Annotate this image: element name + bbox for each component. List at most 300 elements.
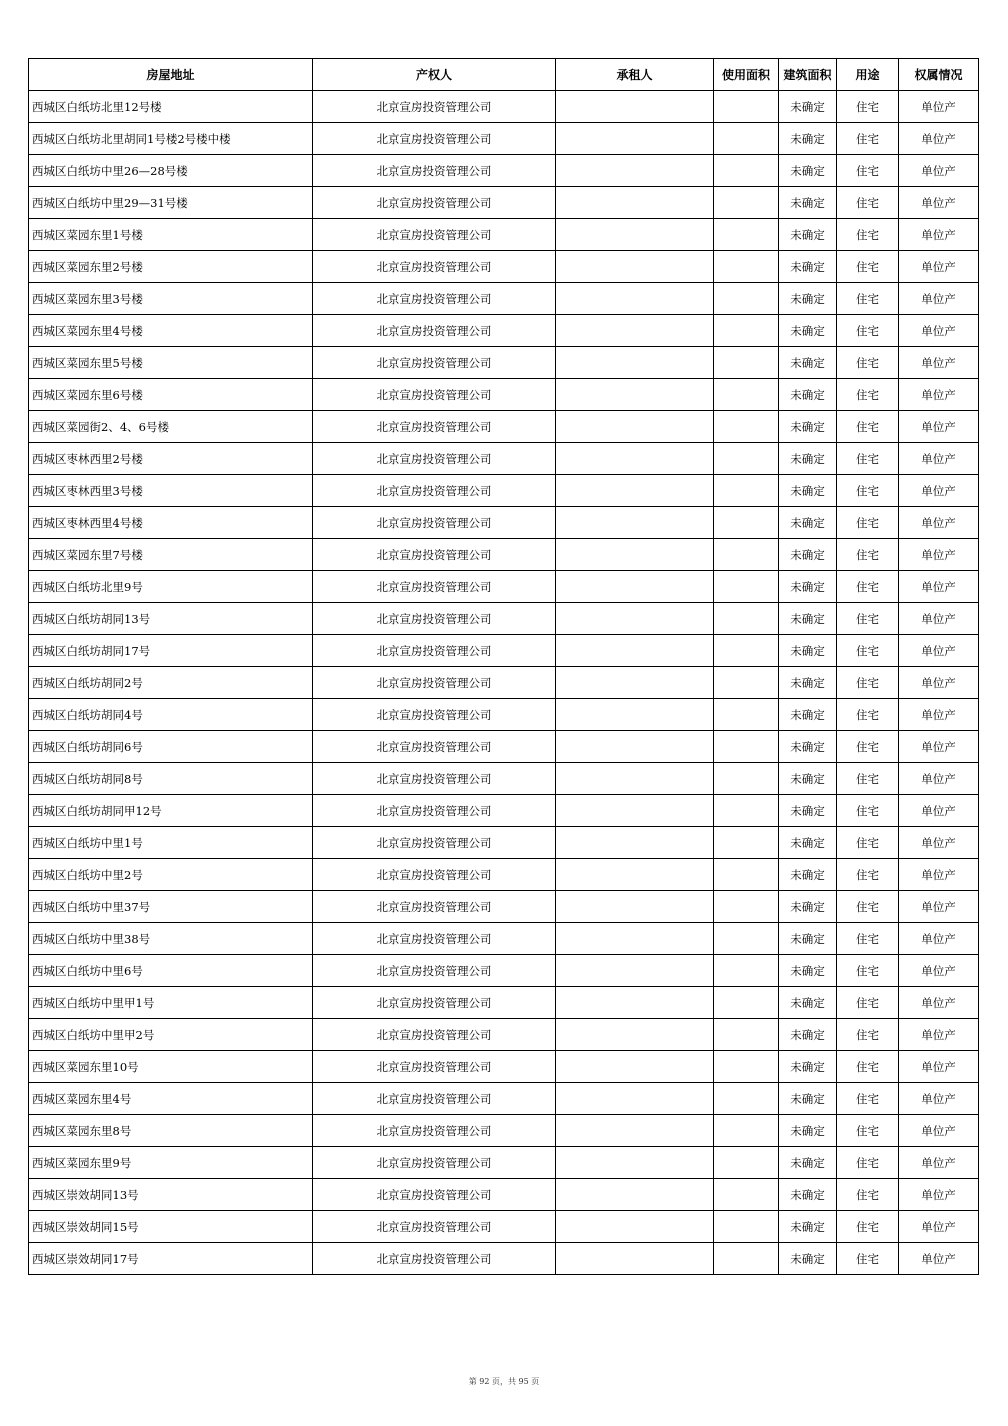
usage-cell: 住宅 [837,891,899,923]
usage-cell: 住宅 [837,347,899,379]
usable-area-cell [714,1147,779,1179]
tenant-cell [556,1211,714,1243]
owner-cell: 北京宣房投资管理公司 [313,1019,556,1051]
owner-cell: 北京宣房投资管理公司 [313,315,556,347]
address-cell: 西城区崇效胡同15号 [29,1211,313,1243]
tenant-cell [556,1243,714,1275]
usage-cell: 住宅 [837,411,899,443]
usage-cell: 住宅 [837,795,899,827]
owner-cell: 北京宣房投资管理公司 [313,731,556,763]
usable-area-cell [714,731,779,763]
address-cell: 西城区白纸坊胡同8号 [29,763,313,795]
table-row [29,187,979,219]
building-area-cell: 未确定 [779,859,837,891]
tenant-cell [556,571,714,603]
building-area-cell: 未确定 [779,795,837,827]
header-ownership: 权属情况 [899,59,979,91]
usable-area-cell [714,571,779,603]
building-area-cell: 未确定 [779,1115,837,1147]
owner-cell: 北京宣房投资管理公司 [313,1243,556,1275]
building-area-cell: 未确定 [779,187,837,219]
usage-cell: 住宅 [837,1115,899,1147]
tenant-cell [556,827,714,859]
usable-area-cell [714,603,779,635]
table-row [29,635,979,667]
usable-area-cell [714,219,779,251]
usage-cell: 住宅 [837,91,899,123]
usable-area-cell [714,987,779,1019]
usable-area-cell [714,91,779,123]
building-area-cell: 未确定 [779,635,837,667]
ownership-cell: 单位产 [899,475,979,507]
owner-cell: 北京宣房投资管理公司 [313,795,556,827]
table-row [29,315,979,347]
usage-cell: 住宅 [837,283,899,315]
tenant-cell [556,91,714,123]
table-row [29,155,979,187]
building-area-cell: 未确定 [779,923,837,955]
table-row [29,1019,979,1051]
address-cell: 西城区白纸坊北里9号 [29,571,313,603]
owner-cell: 北京宣房投资管理公司 [313,699,556,731]
owner-cell: 北京宣房投资管理公司 [313,1179,556,1211]
address-cell: 西城区菜园东里6号楼 [29,379,313,411]
owner-cell: 北京宣房投资管理公司 [313,283,556,315]
table-row [29,1115,979,1147]
usage-cell: 住宅 [837,827,899,859]
table-row [29,283,979,315]
header-usage: 用途 [837,59,899,91]
table-row [29,411,979,443]
usable-area-cell [714,1211,779,1243]
tenant-cell [556,123,714,155]
table-header-row [29,59,979,91]
ownership-cell: 单位产 [899,1211,979,1243]
building-area-cell: 未确定 [779,379,837,411]
usage-cell: 住宅 [837,1211,899,1243]
tenant-cell [556,507,714,539]
owner-cell: 北京宣房投资管理公司 [313,667,556,699]
table-row [29,859,979,891]
building-area-cell: 未确定 [779,1179,837,1211]
building-area-cell: 未确定 [779,123,837,155]
usage-cell: 住宅 [837,1083,899,1115]
ownership-cell: 单位产 [899,955,979,987]
building-area-cell: 未确定 [779,411,837,443]
usable-area-cell [714,891,779,923]
usable-area-cell [714,347,779,379]
owner-cell: 北京宣房投资管理公司 [313,1147,556,1179]
ownership-cell: 单位产 [899,731,979,763]
address-cell: 西城区白纸坊中里38号 [29,923,313,955]
usage-cell: 住宅 [837,443,899,475]
usage-cell: 住宅 [837,955,899,987]
tenant-cell [556,731,714,763]
usage-cell: 住宅 [837,1179,899,1211]
owner-cell: 北京宣房投资管理公司 [313,1211,556,1243]
address-cell: 西城区菜园东里1号楼 [29,219,313,251]
address-cell: 西城区菜园东里5号楼 [29,347,313,379]
address-cell: 西城区崇效胡同17号 [29,1243,313,1275]
address-cell: 西城区枣林西里2号楼 [29,443,313,475]
owner-cell: 北京宣房投资管理公司 [313,827,556,859]
usable-area-cell [714,1115,779,1147]
tenant-cell [556,251,714,283]
address-cell: 西城区菜园东里4号 [29,1083,313,1115]
building-area-cell: 未确定 [779,219,837,251]
ownership-cell: 单位产 [899,123,979,155]
usable-area-cell [714,667,779,699]
ownership-cell: 单位产 [899,155,979,187]
tenant-cell [556,859,714,891]
address-cell: 西城区白纸坊中里1号 [29,827,313,859]
ownership-cell: 单位产 [899,859,979,891]
building-area-cell: 未确定 [779,91,837,123]
usable-area-cell [714,1019,779,1051]
tenant-cell [556,891,714,923]
ownership-cell: 单位产 [899,219,979,251]
ownership-cell: 单位产 [899,379,979,411]
ownership-cell: 单位产 [899,443,979,475]
owner-cell: 北京宣房投资管理公司 [313,1115,556,1147]
tenant-cell [556,155,714,187]
usage-cell: 住宅 [837,475,899,507]
usable-area-cell [714,635,779,667]
owner-cell: 北京宣房投资管理公司 [313,763,556,795]
ownership-cell: 单位产 [899,1147,979,1179]
table-row [29,123,979,155]
usage-cell: 住宅 [837,539,899,571]
address-cell: 西城区菜园东里4号楼 [29,315,313,347]
tenant-cell [556,1179,714,1211]
usage-cell: 住宅 [837,1051,899,1083]
table-row [29,987,979,1019]
owner-cell: 北京宣房投资管理公司 [313,507,556,539]
owner-cell: 北京宣房投资管理公司 [313,955,556,987]
owner-cell: 北京宣房投资管理公司 [313,1051,556,1083]
header-address: 房屋地址 [29,59,313,91]
ownership-cell: 单位产 [899,795,979,827]
building-area-cell: 未确定 [779,827,837,859]
usage-cell: 住宅 [837,315,899,347]
usage-cell: 住宅 [837,1147,899,1179]
table-row [29,251,979,283]
usable-area-cell [714,443,779,475]
tenant-cell [556,763,714,795]
usage-cell: 住宅 [837,379,899,411]
usable-area-cell [714,827,779,859]
ownership-cell: 单位产 [899,283,979,315]
building-area-cell: 未确定 [779,507,837,539]
usable-area-cell [714,955,779,987]
usage-cell: 住宅 [837,923,899,955]
table-row [29,923,979,955]
table-row [29,91,979,123]
table-row [29,219,979,251]
owner-cell: 北京宣房投资管理公司 [313,379,556,411]
table-row [29,731,979,763]
tenant-cell [556,283,714,315]
address-cell: 西城区菜园东里10号 [29,1051,313,1083]
table-row [29,667,979,699]
tenant-cell [556,187,714,219]
usable-area-cell [714,187,779,219]
usable-area-cell [714,1051,779,1083]
address-cell: 西城区菜园东里7号楼 [29,539,313,571]
owner-cell: 北京宣房投资管理公司 [313,571,556,603]
usage-cell: 住宅 [837,667,899,699]
usable-area-cell [714,283,779,315]
building-area-cell: 未确定 [779,571,837,603]
building-area-cell: 未确定 [779,1083,837,1115]
table-row [29,827,979,859]
building-area-cell: 未确定 [779,347,837,379]
usage-cell: 住宅 [837,571,899,603]
building-area-cell: 未确定 [779,251,837,283]
usable-area-cell [714,379,779,411]
building-area-cell: 未确定 [779,731,837,763]
ownership-cell: 单位产 [899,763,979,795]
building-area-cell: 未确定 [779,539,837,571]
table-row [29,1051,979,1083]
tenant-cell [556,475,714,507]
building-area-cell: 未确定 [779,891,837,923]
usage-cell: 住宅 [837,251,899,283]
building-area-cell: 未确定 [779,315,837,347]
owner-cell: 北京宣房投资管理公司 [313,347,556,379]
ownership-cell: 单位产 [899,539,979,571]
usable-area-cell [714,411,779,443]
address-cell: 西城区白纸坊中里甲2号 [29,1019,313,1051]
usable-area-cell [714,1243,779,1275]
usage-cell: 住宅 [837,1243,899,1275]
usable-area-cell [714,795,779,827]
usable-area-cell [714,923,779,955]
address-cell: 西城区白纸坊中里29—31号楼 [29,187,313,219]
owner-cell: 北京宣房投资管理公司 [313,443,556,475]
owner-cell: 北京宣房投资管理公司 [313,91,556,123]
tenant-cell [556,795,714,827]
usage-cell: 住宅 [837,219,899,251]
owner-cell: 北京宣房投资管理公司 [313,1083,556,1115]
ownership-cell: 单位产 [899,923,979,955]
usable-area-cell [714,539,779,571]
address-cell: 西城区菜园东里3号楼 [29,283,313,315]
owner-cell: 北京宣房投资管理公司 [313,123,556,155]
address-cell: 西城区白纸坊中里37号 [29,891,313,923]
usable-area-cell [714,1083,779,1115]
table-row [29,1211,979,1243]
tenant-cell [556,923,714,955]
table-row [29,379,979,411]
address-cell: 西城区菜园街2、4、6号楼 [29,411,313,443]
usage-cell: 住宅 [837,155,899,187]
usable-area-cell [714,123,779,155]
owner-cell: 北京宣房投资管理公司 [313,219,556,251]
tenant-cell [556,635,714,667]
ownership-cell: 单位产 [899,571,979,603]
building-area-cell: 未确定 [779,1051,837,1083]
building-area-cell: 未确定 [779,283,837,315]
ownership-cell: 单位产 [899,667,979,699]
usage-cell: 住宅 [837,763,899,795]
usable-area-cell [714,763,779,795]
address-cell: 西城区白纸坊中里2号 [29,859,313,891]
tenant-cell [556,539,714,571]
building-area-cell: 未确定 [779,603,837,635]
owner-cell: 北京宣房投资管理公司 [313,411,556,443]
table-row [29,475,979,507]
ownership-cell: 单位产 [899,315,979,347]
tenant-cell [556,1051,714,1083]
ownership-cell: 单位产 [899,347,979,379]
ownership-cell: 单位产 [899,987,979,1019]
ownership-cell: 单位产 [899,91,979,123]
ownership-cell: 单位产 [899,1179,979,1211]
address-cell: 西城区白纸坊中里26—28号楼 [29,155,313,187]
address-cell: 西城区白纸坊北里12号楼 [29,91,313,123]
ownership-cell: 单位产 [899,1083,979,1115]
building-area-cell: 未确定 [779,699,837,731]
building-area-cell: 未确定 [779,763,837,795]
tenant-cell [556,1083,714,1115]
tenant-cell [556,955,714,987]
building-area-cell: 未确定 [779,475,837,507]
table-row [29,1179,979,1211]
header-tenant: 承租人 [556,59,714,91]
owner-cell: 北京宣房投资管理公司 [313,155,556,187]
usage-cell: 住宅 [837,987,899,1019]
building-area-cell: 未确定 [779,155,837,187]
usable-area-cell [714,699,779,731]
usage-cell: 住宅 [837,731,899,763]
owner-cell: 北京宣房投资管理公司 [313,635,556,667]
ownership-cell: 单位产 [899,827,979,859]
ownership-cell: 单位产 [899,1019,979,1051]
tenant-cell [556,987,714,1019]
address-cell: 西城区崇效胡同13号 [29,1179,313,1211]
ownership-cell: 单位产 [899,251,979,283]
ownership-cell: 单位产 [899,635,979,667]
usage-cell: 住宅 [837,1019,899,1051]
table-row [29,1243,979,1275]
usable-area-cell [714,507,779,539]
building-area-cell: 未确定 [779,443,837,475]
table-row [29,891,979,923]
tenant-cell [556,603,714,635]
ownership-cell: 单位产 [899,187,979,219]
ownership-cell: 单位产 [899,891,979,923]
usage-cell: 住宅 [837,507,899,539]
tenant-cell [556,411,714,443]
address-cell: 西城区白纸坊胡同4号 [29,699,313,731]
address-cell: 西城区枣林西里4号楼 [29,507,313,539]
page-number: 第 92 页，共 95 页 [468,1377,540,1386]
building-area-cell: 未确定 [779,955,837,987]
ownership-cell: 单位产 [899,411,979,443]
building-area-cell: 未确定 [779,667,837,699]
usable-area-cell [714,859,779,891]
address-cell: 西城区白纸坊胡同6号 [29,731,313,763]
header-building-area: 建筑面积 [779,59,837,91]
address-cell: 西城区白纸坊中里6号 [29,955,313,987]
usable-area-cell [714,475,779,507]
table-row [29,1147,979,1179]
address-cell: 西城区菜园东里9号 [29,1147,313,1179]
building-area-cell: 未确定 [779,1243,837,1275]
table-row [29,795,979,827]
address-cell: 西城区白纸坊胡同17号 [29,635,313,667]
ownership-cell: 单位产 [899,1051,979,1083]
table-row [29,571,979,603]
table-row [29,347,979,379]
usage-cell: 住宅 [837,699,899,731]
usage-cell: 住宅 [837,123,899,155]
address-cell: 西城区白纸坊胡同13号 [29,603,313,635]
address-cell: 西城区白纸坊北里胡同1号楼2号楼中楼 [29,123,313,155]
address-cell: 西城区白纸坊胡同2号 [29,667,313,699]
owner-cell: 北京宣房投资管理公司 [313,923,556,955]
header-usable-area: 使用面积 [714,59,779,91]
building-area-cell: 未确定 [779,987,837,1019]
building-area-cell: 未确定 [779,1147,837,1179]
table-row [29,507,979,539]
table-row [29,763,979,795]
tenant-cell [556,347,714,379]
owner-cell: 北京宣房投资管理公司 [313,187,556,219]
usable-area-cell [714,315,779,347]
ownership-cell: 单位产 [899,1243,979,1275]
building-area-cell: 未确定 [779,1211,837,1243]
address-cell: 西城区白纸坊中里甲1号 [29,987,313,1019]
owner-cell: 北京宣房投资管理公司 [313,251,556,283]
tenant-cell [556,1115,714,1147]
usable-area-cell [714,251,779,283]
tenant-cell [556,699,714,731]
usable-area-cell [714,1179,779,1211]
usage-cell: 住宅 [837,603,899,635]
table-row [29,955,979,987]
ownership-cell: 单位产 [899,699,979,731]
table-body [29,91,979,1275]
owner-cell: 北京宣房投资管理公司 [313,859,556,891]
tenant-cell [556,443,714,475]
usage-cell: 住宅 [837,635,899,667]
table-row [29,443,979,475]
tenant-cell [556,379,714,411]
building-area-cell: 未确定 [779,1019,837,1051]
tenant-cell [556,315,714,347]
owner-cell: 北京宣房投资管理公司 [313,603,556,635]
tenant-cell [556,219,714,251]
table-row [29,603,979,635]
table-row [29,699,979,731]
owner-cell: 北京宣房投资管理公司 [313,891,556,923]
property-register-table [28,58,979,1275]
owner-cell: 北京宣房投资管理公司 [313,539,556,571]
usage-cell: 住宅 [837,859,899,891]
address-cell: 西城区白纸坊胡同甲12号 [29,795,313,827]
tenant-cell [556,1147,714,1179]
table-row [29,539,979,571]
usable-area-cell [714,155,779,187]
ownership-cell: 单位产 [899,507,979,539]
owner-cell: 北京宣房投资管理公司 [313,475,556,507]
header-owner: 产权人 [313,59,556,91]
tenant-cell [556,667,714,699]
tenant-cell [556,1019,714,1051]
table-row [29,1083,979,1115]
